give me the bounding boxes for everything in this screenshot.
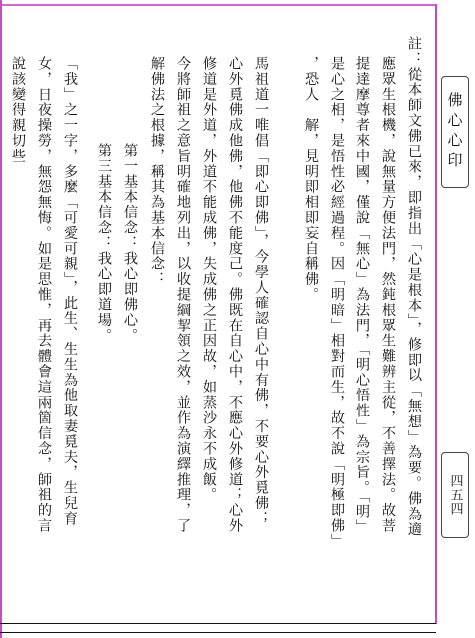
book-title: 佛心心印	[445, 92, 464, 172]
text-column-13: 「我」之一字，多麼「可愛可親」，此生、生生為他取妻覓夫，生兒育	[62, 56, 78, 527]
text-column-10: 解佛法之根據，稱其為基本信念：	[149, 56, 165, 287]
page-top-rule	[0, 4, 436, 6]
page-right-rule	[435, 4, 437, 624]
text-column-14: 女，日夜操勞，無怨無悔。如是思惟，再去體會這兩箇信念，師祖的言	[36, 56, 52, 534]
text-column-2: 應眾生根機，說無量方便法門，然鈍根眾生難辨主從，不善擇法。故菩	[380, 56, 396, 534]
text-column-15: 說該變得親切些	[10, 56, 26, 164]
page-bottom-rule-2	[0, 632, 436, 633]
text-column-11: 第一基本信念：我心即佛心。	[122, 143, 138, 344]
page-number-tab	[441, 452, 469, 538]
text-column-7: 心外覓佛成他佛，他佛不能度己。佛既在自心中，不應心外修道；心外	[227, 56, 243, 534]
text-column-9: 今將師祖之意旨明確地列出，以收提綱挈領之效，並作為演繹推理，了	[175, 56, 191, 534]
book-title-tab	[441, 76, 469, 188]
text-column-3: 提達摩尊者來中國，僅說「無心」為法門，「明心悟性」為宗旨。「明」	[354, 56, 370, 535]
text-column-1: 註：從本師文佛已來，即指出「心是根本」，修即以「無想」為要。佛為適	[406, 36, 422, 538]
text-column-4: 是心之相，是悟性必經過程。因「明暗」相對而生，故不說「明極即佛」	[329, 56, 345, 549]
text-column-5: ，恐人 解，見明即相即妄自稱佛。	[303, 56, 319, 303]
text-column-6: 馬祖道一唯倡「即心即佛」，今學人確認自心中有佛，不要心外覓佛；	[253, 56, 269, 527]
page-number: 四五四	[447, 474, 463, 516]
page-left-rule	[0, 0, 2, 638]
text-column-8: 修道是外道，外道不能成佛，失成佛之正因故，如蒸沙永不成飯。	[201, 56, 217, 503]
page-bottom-rule	[0, 623, 436, 624]
text-column-12: 第三基本信念：我心即道場。	[96, 143, 112, 344]
